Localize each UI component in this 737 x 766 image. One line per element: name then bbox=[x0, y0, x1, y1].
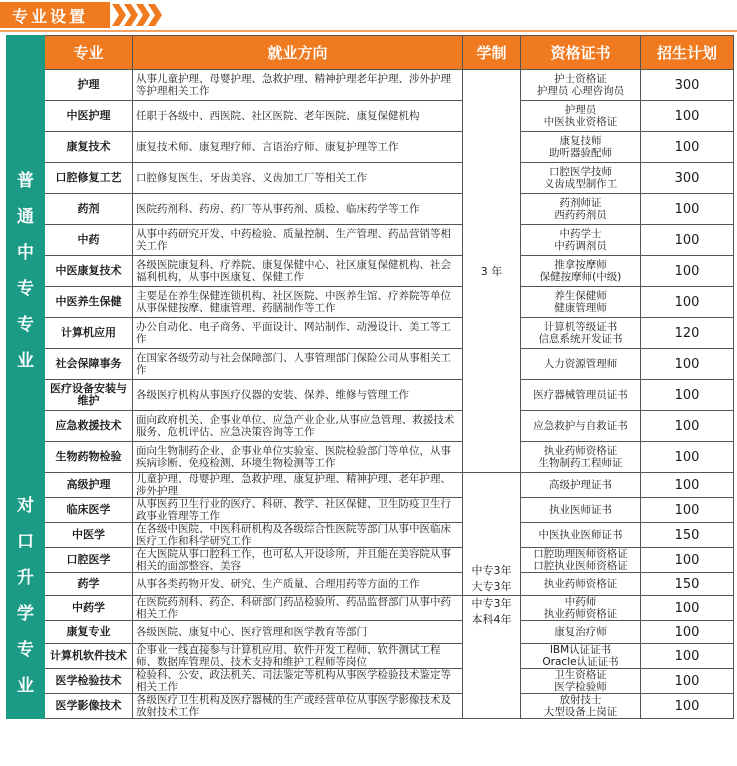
table-row bbox=[7, 70, 734, 101]
certificate-cell bbox=[521, 256, 641, 287]
major-name: 药剂 bbox=[45, 194, 133, 225]
employment-direction: 在医院药剂科、药企、科研部门药品检验所、药品监督部门从事中药相关工作 bbox=[133, 596, 463, 621]
certificate-line: 养生保健师 bbox=[554, 290, 607, 302]
major-name: 社会保障事务 bbox=[45, 349, 133, 380]
certificate-line: 口腔助理医师资格证 bbox=[533, 548, 628, 560]
duration-line: 中专3年 bbox=[471, 597, 512, 610]
enrollment-plan: 300 bbox=[641, 163, 734, 194]
certificate-cell bbox=[521, 669, 641, 694]
table-row bbox=[7, 621, 734, 644]
certificate-line: 义齿成型制作工 bbox=[543, 178, 618, 190]
enrollment-plan: 150 bbox=[641, 573, 734, 596]
enrollment-plan: 100 bbox=[641, 498, 734, 523]
certificate-cell bbox=[521, 442, 641, 473]
certificate-line: 中药学士 bbox=[559, 228, 602, 240]
enrollment-plan: 100 bbox=[641, 694, 734, 719]
certificate-cell bbox=[521, 523, 641, 548]
employment-direction: 在各级中医院、中医科研机构及各级综合性医院等部门从事中医临床医疗工作和科学研究工作 bbox=[133, 523, 463, 548]
enrollment-plan: 100 bbox=[641, 548, 734, 573]
banner-title: 专业设置 bbox=[12, 7, 89, 26]
employment-direction: 各级医疗卫生机构及医疗器械的生产或经营单位从事医学影像技术及放射技术工作 bbox=[133, 694, 463, 719]
table-row bbox=[7, 548, 734, 573]
employment-direction: 康复技术师、康复理疗师、言语治疗师、康复护理等工作 bbox=[133, 132, 463, 163]
enrollment-plan: 100 bbox=[641, 225, 734, 256]
employment-direction: 企事业一线直接参与计算机应用、软件开发工程师、软件测试工程师、数据库管理员、技术支持和维护工程师等岗位 bbox=[133, 644, 463, 669]
certificate-line: 口腔执业医师资格证 bbox=[533, 560, 628, 572]
table-row bbox=[7, 194, 734, 225]
header-major: 专业 bbox=[45, 36, 133, 70]
major-name: 计算机应用 bbox=[45, 318, 133, 349]
certificate-cell bbox=[521, 194, 641, 225]
certificate-line: 生物制药工程师证 bbox=[538, 457, 623, 469]
duration-line: 中专3年 bbox=[471, 564, 512, 577]
enrollment-plan: 100 bbox=[641, 442, 734, 473]
certificate-line: 执业药师资格证 bbox=[543, 578, 618, 590]
major-name: 医学检验技术 bbox=[45, 669, 133, 694]
duration-line: 大专3年 bbox=[471, 580, 512, 593]
enrollment-plan: 100 bbox=[641, 596, 734, 621]
employment-direction: 各级医院、康复中心、医疗管理和医学教育等部门 bbox=[133, 621, 463, 644]
certificate-line: 应急救护与自救证书 bbox=[533, 420, 628, 432]
certificate-cell bbox=[521, 380, 641, 411]
certificate-cell bbox=[521, 596, 641, 621]
employment-direction: 从事各类药物开发、研究、生产质量、合理用药等方面的工作 bbox=[133, 573, 463, 596]
major-name: 口腔医学 bbox=[45, 548, 133, 573]
enrollment-plan: 100 bbox=[641, 473, 734, 498]
employment-direction: 从事儿童护理、母婴护理、急救护理、精神护理老年护理、涉外护理等护理相关工作 bbox=[133, 70, 463, 101]
enrollment-plan: 100 bbox=[641, 380, 734, 411]
certificate-line: Oracle认证证书 bbox=[542, 656, 619, 668]
certificate-line: 康复技师 bbox=[559, 135, 602, 147]
table-row bbox=[7, 523, 734, 548]
certificate-cell bbox=[521, 287, 641, 318]
major-name: 护理 bbox=[45, 70, 133, 101]
chevron-right-icon bbox=[148, 4, 162, 26]
certificate-cell bbox=[521, 132, 641, 163]
certificate-line: 护理员 bbox=[564, 104, 597, 116]
certificate-line: 信息系统开发证书 bbox=[538, 333, 623, 345]
certificate-line: 推拿按摩师 bbox=[554, 259, 607, 271]
table-row bbox=[7, 442, 734, 473]
certificate-line: 康复治疗师 bbox=[554, 626, 607, 638]
employment-direction: 在大医院从事口腔科工作，也可私人开设诊所，并且能在美容院从事相关的面部整容、美容 bbox=[133, 548, 463, 573]
major-name: 中医护理 bbox=[45, 101, 133, 132]
table-row bbox=[7, 132, 734, 163]
table-row bbox=[7, 411, 734, 442]
certificate-cell bbox=[521, 70, 641, 101]
certificate-line: 放射技士 bbox=[559, 694, 602, 706]
major-name: 康复技术 bbox=[45, 132, 133, 163]
enrollment-plan: 150 bbox=[641, 523, 734, 548]
table-row bbox=[7, 225, 734, 256]
certificate-line: 高级护理证书 bbox=[549, 479, 612, 491]
enrollment-plan: 100 bbox=[641, 411, 734, 442]
section-banner bbox=[0, 0, 737, 32]
major-name: 中医学 bbox=[45, 523, 133, 548]
enrollment-plan: 100 bbox=[641, 194, 734, 225]
certificate-cell bbox=[521, 694, 641, 719]
duration-line: 本科4年 bbox=[471, 613, 512, 626]
table-row bbox=[7, 380, 734, 411]
enrollment-plan: 100 bbox=[641, 256, 734, 287]
group-label: 普通中专专业 bbox=[17, 171, 34, 371]
employment-direction: 儿童护理、母婴护理、急救护理、康复护理、精神护理、老年护理、涉外护理 bbox=[133, 473, 463, 498]
certificate-cell bbox=[521, 101, 641, 132]
duration-cell bbox=[463, 473, 521, 596]
certificate-line: 中医执业医师证书 bbox=[538, 529, 623, 541]
major-name: 应急救援技术 bbox=[45, 411, 133, 442]
major-name: 计算机软件技术 bbox=[45, 644, 133, 669]
employment-direction: 从事中药研究开发、中药检验、质量控制、生产管理、药品营销等相关工作 bbox=[133, 225, 463, 256]
enrollment-plan: 100 bbox=[641, 644, 734, 669]
major-table bbox=[6, 35, 734, 719]
group-label: 对口升学专业 bbox=[17, 495, 34, 696]
certificate-line: 护理员 心理咨询员 bbox=[536, 85, 625, 97]
certificate-line: 执业药师资格证 bbox=[543, 608, 618, 620]
employment-direction: 检验科、公安、政法机关、司法鉴定等机构从事医学检验技术鉴定等相关工作 bbox=[133, 669, 463, 694]
table-row bbox=[7, 101, 734, 132]
employment-direction: 从事医药卫生行业的医疗、科研、教学、社区保健、卫生防疫卫生行政事业管理等工作 bbox=[133, 498, 463, 523]
header-duration: 学制 bbox=[463, 36, 521, 70]
certificate-line: 口腔医学技师 bbox=[549, 166, 612, 178]
certificate-line: IBM认证证书 bbox=[549, 644, 612, 656]
major-name: 临床医学 bbox=[45, 498, 133, 523]
major-name: 口腔修复工艺 bbox=[45, 163, 133, 194]
certificate-cell bbox=[521, 225, 641, 256]
major-name: 中医养生保健 bbox=[45, 287, 133, 318]
major-name: 康复专业 bbox=[45, 621, 133, 644]
employment-direction: 办公自动化、电子商务、平面设计、网站制作、动漫设计、美工等工作 bbox=[133, 318, 463, 349]
certificate-cell bbox=[521, 318, 641, 349]
table-row bbox=[7, 287, 734, 318]
certificate-line: 药剂师证 bbox=[559, 197, 602, 209]
major-name: 医疗设备安装与维护 bbox=[45, 380, 133, 411]
enrollment-plan: 100 bbox=[641, 669, 734, 694]
table-row bbox=[7, 498, 734, 523]
certificate-cell bbox=[521, 621, 641, 644]
certificate-line: 计算机等级证书 bbox=[543, 321, 618, 333]
employment-direction: 医院药剂科、药房、药厂等从事药剂、质检、临床药学等工作 bbox=[133, 194, 463, 225]
group-label-cell bbox=[7, 473, 45, 719]
table-row bbox=[7, 596, 734, 621]
certificate-line: 执业药师资格证 bbox=[543, 445, 618, 457]
duration-cell bbox=[463, 596, 521, 719]
table-row bbox=[7, 644, 734, 669]
table-row bbox=[7, 318, 734, 349]
table-row bbox=[7, 163, 734, 194]
table-row bbox=[7, 349, 734, 380]
table-row bbox=[7, 256, 734, 287]
employment-direction: 口腔修复医生、牙齿美容、义齿加工厂等相关工作 bbox=[133, 163, 463, 194]
enrollment-plan: 100 bbox=[641, 621, 734, 644]
enrollment-plan: 100 bbox=[641, 132, 734, 163]
certificate-cell bbox=[521, 349, 641, 380]
employment-direction: 主要是在养生保健连锁机构、社区医院、中医养生馆、疗养院等单位从事保健按摩、健康管理、药膳制作等工作 bbox=[133, 287, 463, 318]
header-plan: 招生计划 bbox=[641, 36, 734, 70]
certificate-line: 护士资格证 bbox=[554, 73, 607, 85]
duration-cell: 3 年 bbox=[463, 70, 521, 473]
banner-underline bbox=[0, 30, 737, 32]
major-name: 医学影像技术 bbox=[45, 694, 133, 719]
table-row bbox=[7, 669, 734, 694]
employment-direction: 在国家各级劳动与社会保障部门、人事管理部门保险公司从事相关工作 bbox=[133, 349, 463, 380]
major-name: 生物药物检验 bbox=[45, 442, 133, 473]
certificate-line: 执业医师证书 bbox=[549, 504, 612, 516]
certificate-line: 保健按摩师(中级) bbox=[539, 271, 622, 283]
table-row bbox=[7, 694, 734, 719]
certificate-line: 卫生资格证 bbox=[554, 669, 607, 681]
certificate-line: 助听器验配师 bbox=[549, 147, 612, 159]
certificate-cell bbox=[521, 473, 641, 498]
certificate-cell bbox=[521, 498, 641, 523]
certificate-line: 中药调剂员 bbox=[554, 240, 607, 252]
employment-direction: 各级医院康复科、疗养院、康复保健中心、社区康复保健机构、社会福利机构，从事中医康复、保健工作 bbox=[133, 256, 463, 287]
certificate-line: 人力资源管理师 bbox=[543, 358, 618, 370]
certificate-cell bbox=[521, 411, 641, 442]
certificate-line: 中药师 bbox=[564, 596, 597, 608]
employment-direction: 各级医疗机构从事医疗仪器的安装、保养、维修与管理工作 bbox=[133, 380, 463, 411]
enrollment-plan: 300 bbox=[641, 70, 734, 101]
certificate-line: 健康管理师 bbox=[554, 302, 607, 314]
enrollment-plan: 120 bbox=[641, 318, 734, 349]
certificate-line: 中医执业资格证 bbox=[543, 116, 618, 128]
certificate-line: 西药药剂员 bbox=[554, 209, 607, 221]
table-row bbox=[7, 573, 734, 596]
employment-direction: 面向生物制药企业、企事业单位实验室、医院检验部门等单位，从事疾病诊断、免疫检测、环境生物检测等工作 bbox=[133, 442, 463, 473]
certificate-cell bbox=[521, 644, 641, 669]
certificate-line: 大型设备上岗证 bbox=[543, 706, 618, 718]
enrollment-plan: 100 bbox=[641, 349, 734, 380]
table-row bbox=[7, 473, 734, 498]
certificate-cell bbox=[521, 548, 641, 573]
certificate-cell bbox=[521, 573, 641, 596]
certificate-line: 医疗器械管理员证书 bbox=[533, 389, 628, 401]
employment-direction: 任职于各级中、西医院、社区医院、老年医院、康复保健机构 bbox=[133, 101, 463, 132]
header-certificate: 资格证书 bbox=[521, 36, 641, 70]
certificate-cell bbox=[521, 163, 641, 194]
major-name: 中药 bbox=[45, 225, 133, 256]
employment-direction: 面向政府机关、企事业单位、应急产业企业,从事应急管理、救援技术服务、危机评估、应急决策咨询等工作 bbox=[133, 411, 463, 442]
major-name: 中药学 bbox=[45, 596, 133, 621]
major-name: 药学 bbox=[45, 573, 133, 596]
header-group-cell bbox=[7, 36, 45, 70]
certificate-line: 医学检验师 bbox=[554, 681, 607, 693]
header-direction: 就业方向 bbox=[133, 36, 463, 70]
group-label-cell bbox=[7, 70, 45, 473]
major-name: 中医康复技术 bbox=[45, 256, 133, 287]
major-name: 高级护理 bbox=[45, 473, 133, 498]
enrollment-plan: 100 bbox=[641, 287, 734, 318]
enrollment-plan: 100 bbox=[641, 101, 734, 132]
